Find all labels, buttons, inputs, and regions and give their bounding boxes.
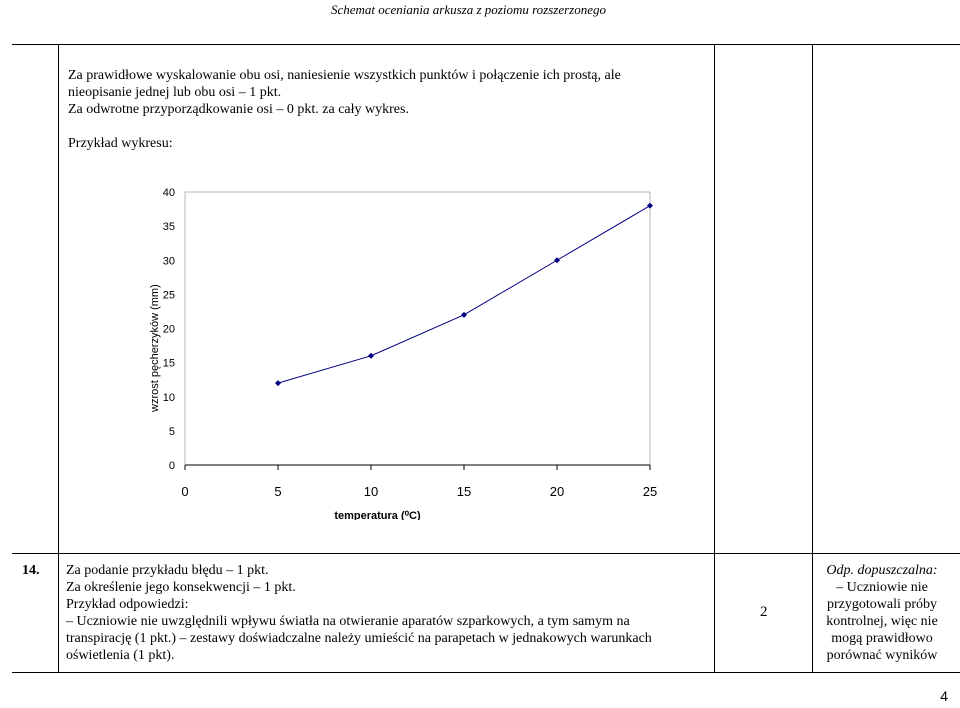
row-divider xyxy=(12,553,960,554)
y-tick-label: 25 xyxy=(162,289,175,302)
table-bottom-border xyxy=(12,672,960,673)
odp-line-1: – Uczniowie nie xyxy=(836,580,928,595)
y-tick-label: 10 xyxy=(162,391,175,404)
odp-line-3: kontrolnej, więc nie xyxy=(826,614,938,629)
criteria-line-2: nieopisanie jednej lub obu osi – 1 pkt. xyxy=(68,85,282,100)
series-line xyxy=(278,206,650,383)
y-tick-label: 40 xyxy=(162,187,175,199)
line-chart xyxy=(140,180,700,520)
task14-points: 2 xyxy=(760,604,768,620)
odp-line-2: przygotowali próby xyxy=(826,597,938,612)
odp-title: Odp. dopuszczalna: xyxy=(826,563,938,578)
page-header: Schemat oceniania arkusza z poziomu rozszerzonego xyxy=(330,2,606,17)
page-number: 4 xyxy=(940,688,948,704)
task-number: 14. xyxy=(22,563,40,578)
x-tick-label: 20 xyxy=(549,484,565,499)
odp-line-4: mogą prawidłowo xyxy=(831,631,933,646)
data-point xyxy=(461,312,467,318)
x-tick-label: 15 xyxy=(456,484,472,499)
data-point xyxy=(647,203,653,209)
y-tick-label: 5 xyxy=(168,425,175,438)
y-tick-label: 15 xyxy=(162,357,175,370)
col-divider-3 xyxy=(812,44,813,673)
x-tick-label: 25 xyxy=(642,484,658,499)
y-tick-label: 35 xyxy=(162,221,175,234)
col-divider-2 xyxy=(714,44,715,673)
y-tick-label: 0 xyxy=(168,460,175,472)
x-tick-label: 10 xyxy=(363,484,379,499)
plot-area xyxy=(185,192,650,465)
x-tick-label: 0 xyxy=(181,484,189,499)
criteria-line-1-text: Za prawidłowe wyskalowanie obu osi, naniesienie wszystkich punktów i połączenie ich prostą, ale xyxy=(68,68,621,83)
task14-line-3: Przykład odpowiedzi: xyxy=(66,597,189,612)
data-point xyxy=(554,257,560,263)
alternative-answer xyxy=(816,562,948,664)
y-axis-label-text: wzrost pęcherzyków (mm) xyxy=(149,284,161,412)
task14-line-1: Za podanie przykładu błędu – 1 pkt. xyxy=(66,563,269,578)
x-tick-label: 5 xyxy=(274,484,282,499)
table-top-border xyxy=(12,44,960,45)
example-label: Przykład wykresu: xyxy=(68,136,173,151)
task14-line-5: transpirację (1 pkt.) – zestawy doświadczalne należy umieścić na parapetach w jednakowych warunkach xyxy=(66,631,652,646)
task14-line-2: Za określenie jego konsekwencji – 1 pkt. xyxy=(66,580,296,595)
y-tick-label: 20 xyxy=(162,323,175,336)
criteria-line-3: Za odwrotne przyporządkowanie osi – 0 pkt. za cały wykres. xyxy=(68,102,409,117)
task14-line-4: – Uczniowie nie uwzględnili wpływu światła na otwieranie aparatów szparkowych, a tym samym na xyxy=(66,614,630,629)
col-divider-1 xyxy=(58,44,59,673)
y-tick-label: 30 xyxy=(162,255,175,268)
data-point xyxy=(275,380,281,386)
odp-line-5: porównać wyników xyxy=(826,648,938,663)
data-point xyxy=(368,353,374,359)
task14-line-6: oświetlenia (1 pkt). xyxy=(66,648,175,663)
criteria-line-1 xyxy=(68,67,621,84)
x-axis-label: temperatura (⁰C) xyxy=(334,510,421,520)
